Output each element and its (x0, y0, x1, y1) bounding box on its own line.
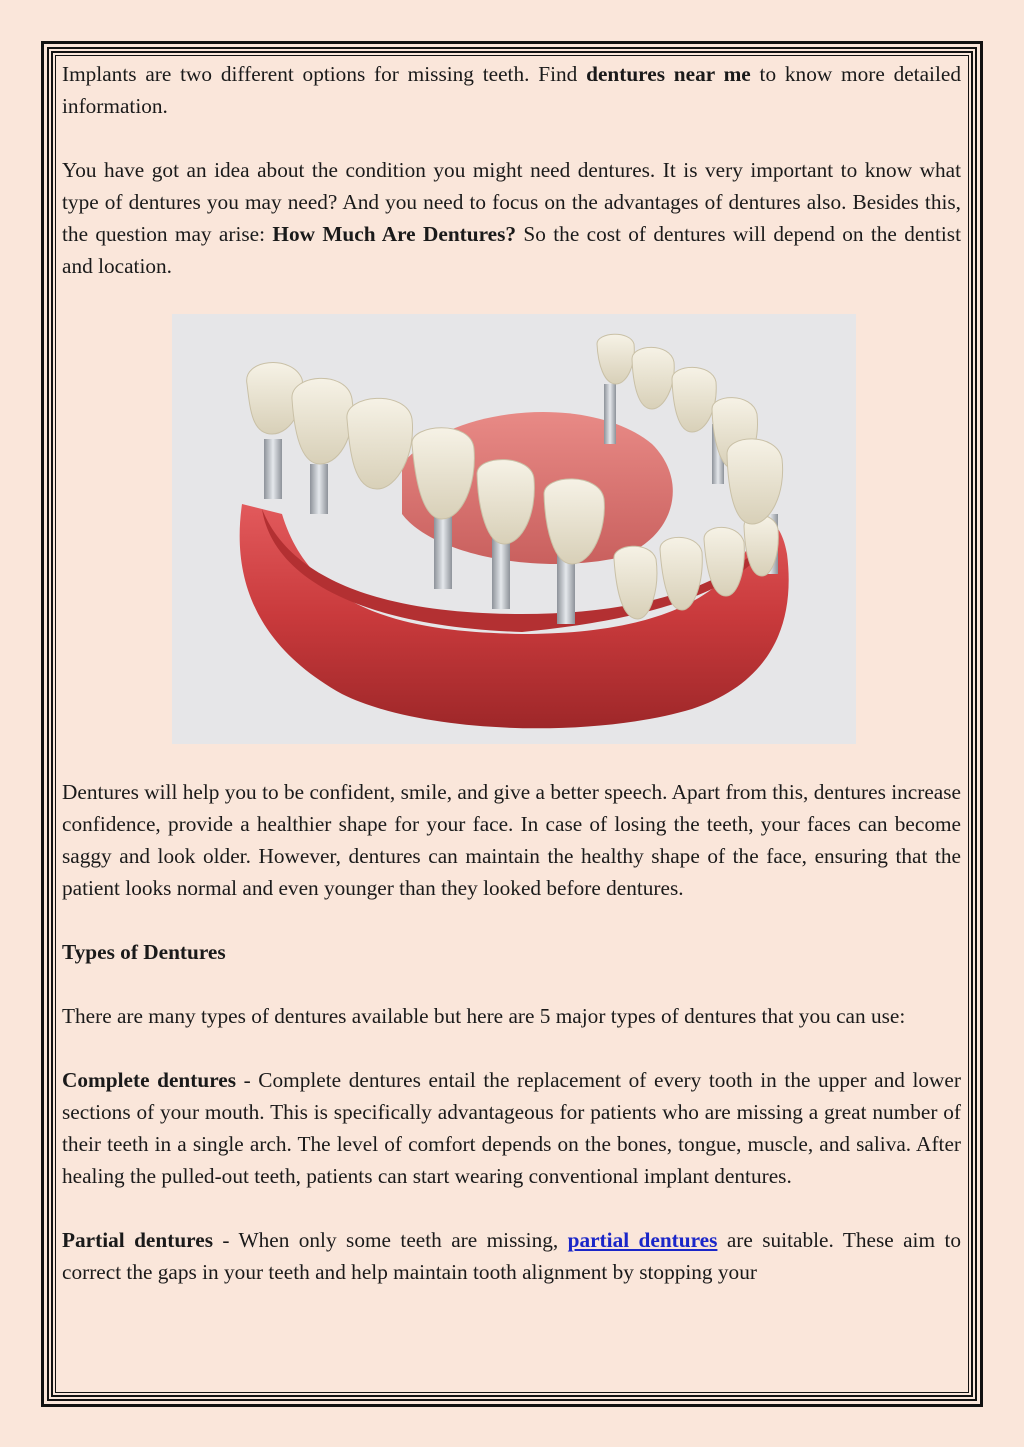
how-much-are-dentures-bold: How Much Are Dentures? (272, 222, 517, 246)
complete-dentures-term: Complete dentures (62, 1068, 237, 1092)
heading-types-of-dentures: Types of Dentures (62, 940, 226, 964)
paragraph-types-intro: There are many types of dentures available but here are 5 major types of dentures that you can use: (62, 1004, 906, 1028)
denture-illustration (172, 314, 856, 744)
paragraph-intro: Implants are two different options for missing teeth. Find dentures near me to know more detailed information. (62, 62, 961, 118)
dentures-near-me-bold: dentures near me (586, 62, 751, 86)
paragraph-partial-dentures: Partial dentures - When only some teeth are missing, partial dentures are suitable. These aim to correct the gaps in your teeth and help maintain tooth alignment by stopping your (62, 1228, 962, 1284)
partial-dentures-link[interactable]: partial dentures (567, 1228, 718, 1252)
paragraph-dentures-needs: You have got an idea about the condition you might need dentures. It is very important to know what type of dentures you may need? And you need to focus on the advantages of dentures also. Besides this, the question may arise: How Much Are Dentures? So the cost of dentures will depend on the dentist and location. (62, 158, 961, 278)
paragraph-complete-dentures: Complete dentures - Complete dentures entail the replacement of every tooth in the upper and lower sections of your mouth. This is specifically advantageous for patients who are missing a great number of their teeth in a single arch. The level of comfort depends on the bones, tongue, muscle, and saliva. After healing the pulled-out teeth, patients can start wearing conventional implant dentures. (62, 1068, 961, 1188)
paragraph-benefits: Dentures will help you to be confident, smile, and give a better speech. Apart from this, dentures increase confidence, provide a healthier shape for your face. In case of losing the teeth, your faces can become saggy and look older. However, dentures can maintain the healthy shape of the face, ensuring that the patient looks normal and even younger than they looked before dentures. (62, 780, 961, 900)
denture-implant-image (172, 314, 856, 744)
partial-dentures-term: Partial dentures (62, 1228, 213, 1252)
document-body (62, 58, 961, 1320)
